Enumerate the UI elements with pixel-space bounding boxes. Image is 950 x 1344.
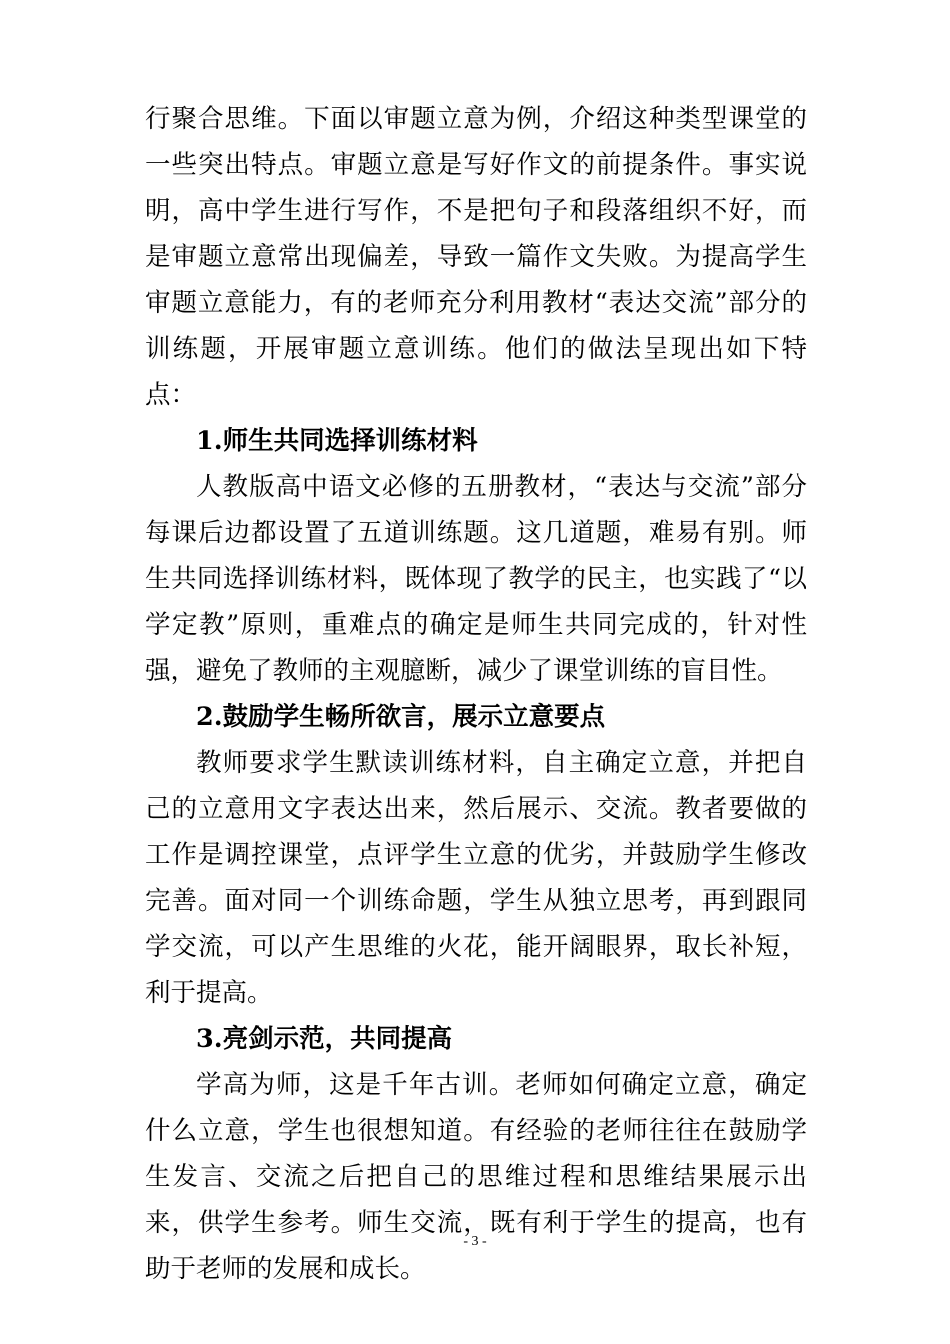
section-paragraph-1: 人教版高中语文必修的五册教材，“表达与交流”部分每课后边都设置了五道训练题。这几道题，难易有别。师生共同选择训练材料，既体现了教学的民主，也实践了“以学定教”原则，重难点的确定是师生共同完成的，针对性强，避免了教师的主观臆断，减少了课堂训练的盲目性。 xyxy=(145,472,807,686)
section-paragraph-2: 教师要求学生默读训练材料，自主确定立意，并把自己的立意用文字表达出来，然后展示、交流。教者要做的工作是调控课堂，点评学生立意的优劣，并鼓励学生修改完善。面对同一个训练命题，学生从独立思考，再到跟同学交流，可以产生思维的火花，能开阔眼界，取长补短，利于提高。 xyxy=(145,748,807,1008)
page-number: - 3 - xyxy=(463,1234,487,1249)
section-heading-2: 2.鼓励学生畅所欲言，展示立意要点 xyxy=(196,702,606,732)
intro-paragraph: 行聚合思维。下面以审题立意为例，介绍这种类型课堂的一些突出特点。审题立意是写好作文的前提条件。事实说明，高中学生进行写作，不是把句子和段落组织不好，而是审题立意常出现偏差，导致一篇作文失败。为提高学生审题立意能力，有的老师充分利用教材“表达交流”部分的训练题，开展审题立意训练。他们的做法呈现出如下特点： xyxy=(145,104,807,410)
body-text xyxy=(145,96,807,1292)
section-heading-1: 1.师生共同选择训练材料 xyxy=(196,426,478,456)
section-paragraph-3: 学高为师，这是千年古训。老师如何确定立意，确定什么立意，学生也很想知道。有经验的老师往往在鼓励学生发言、交流之后把自己的思维过程和思维结果展示出来，供学生参考。师生交流，既有利于学生的提高，也有助于老师的发展和成长。 xyxy=(145,1070,807,1284)
section-heading-3: 3.亮剑示范，共同提高 xyxy=(196,1024,453,1054)
